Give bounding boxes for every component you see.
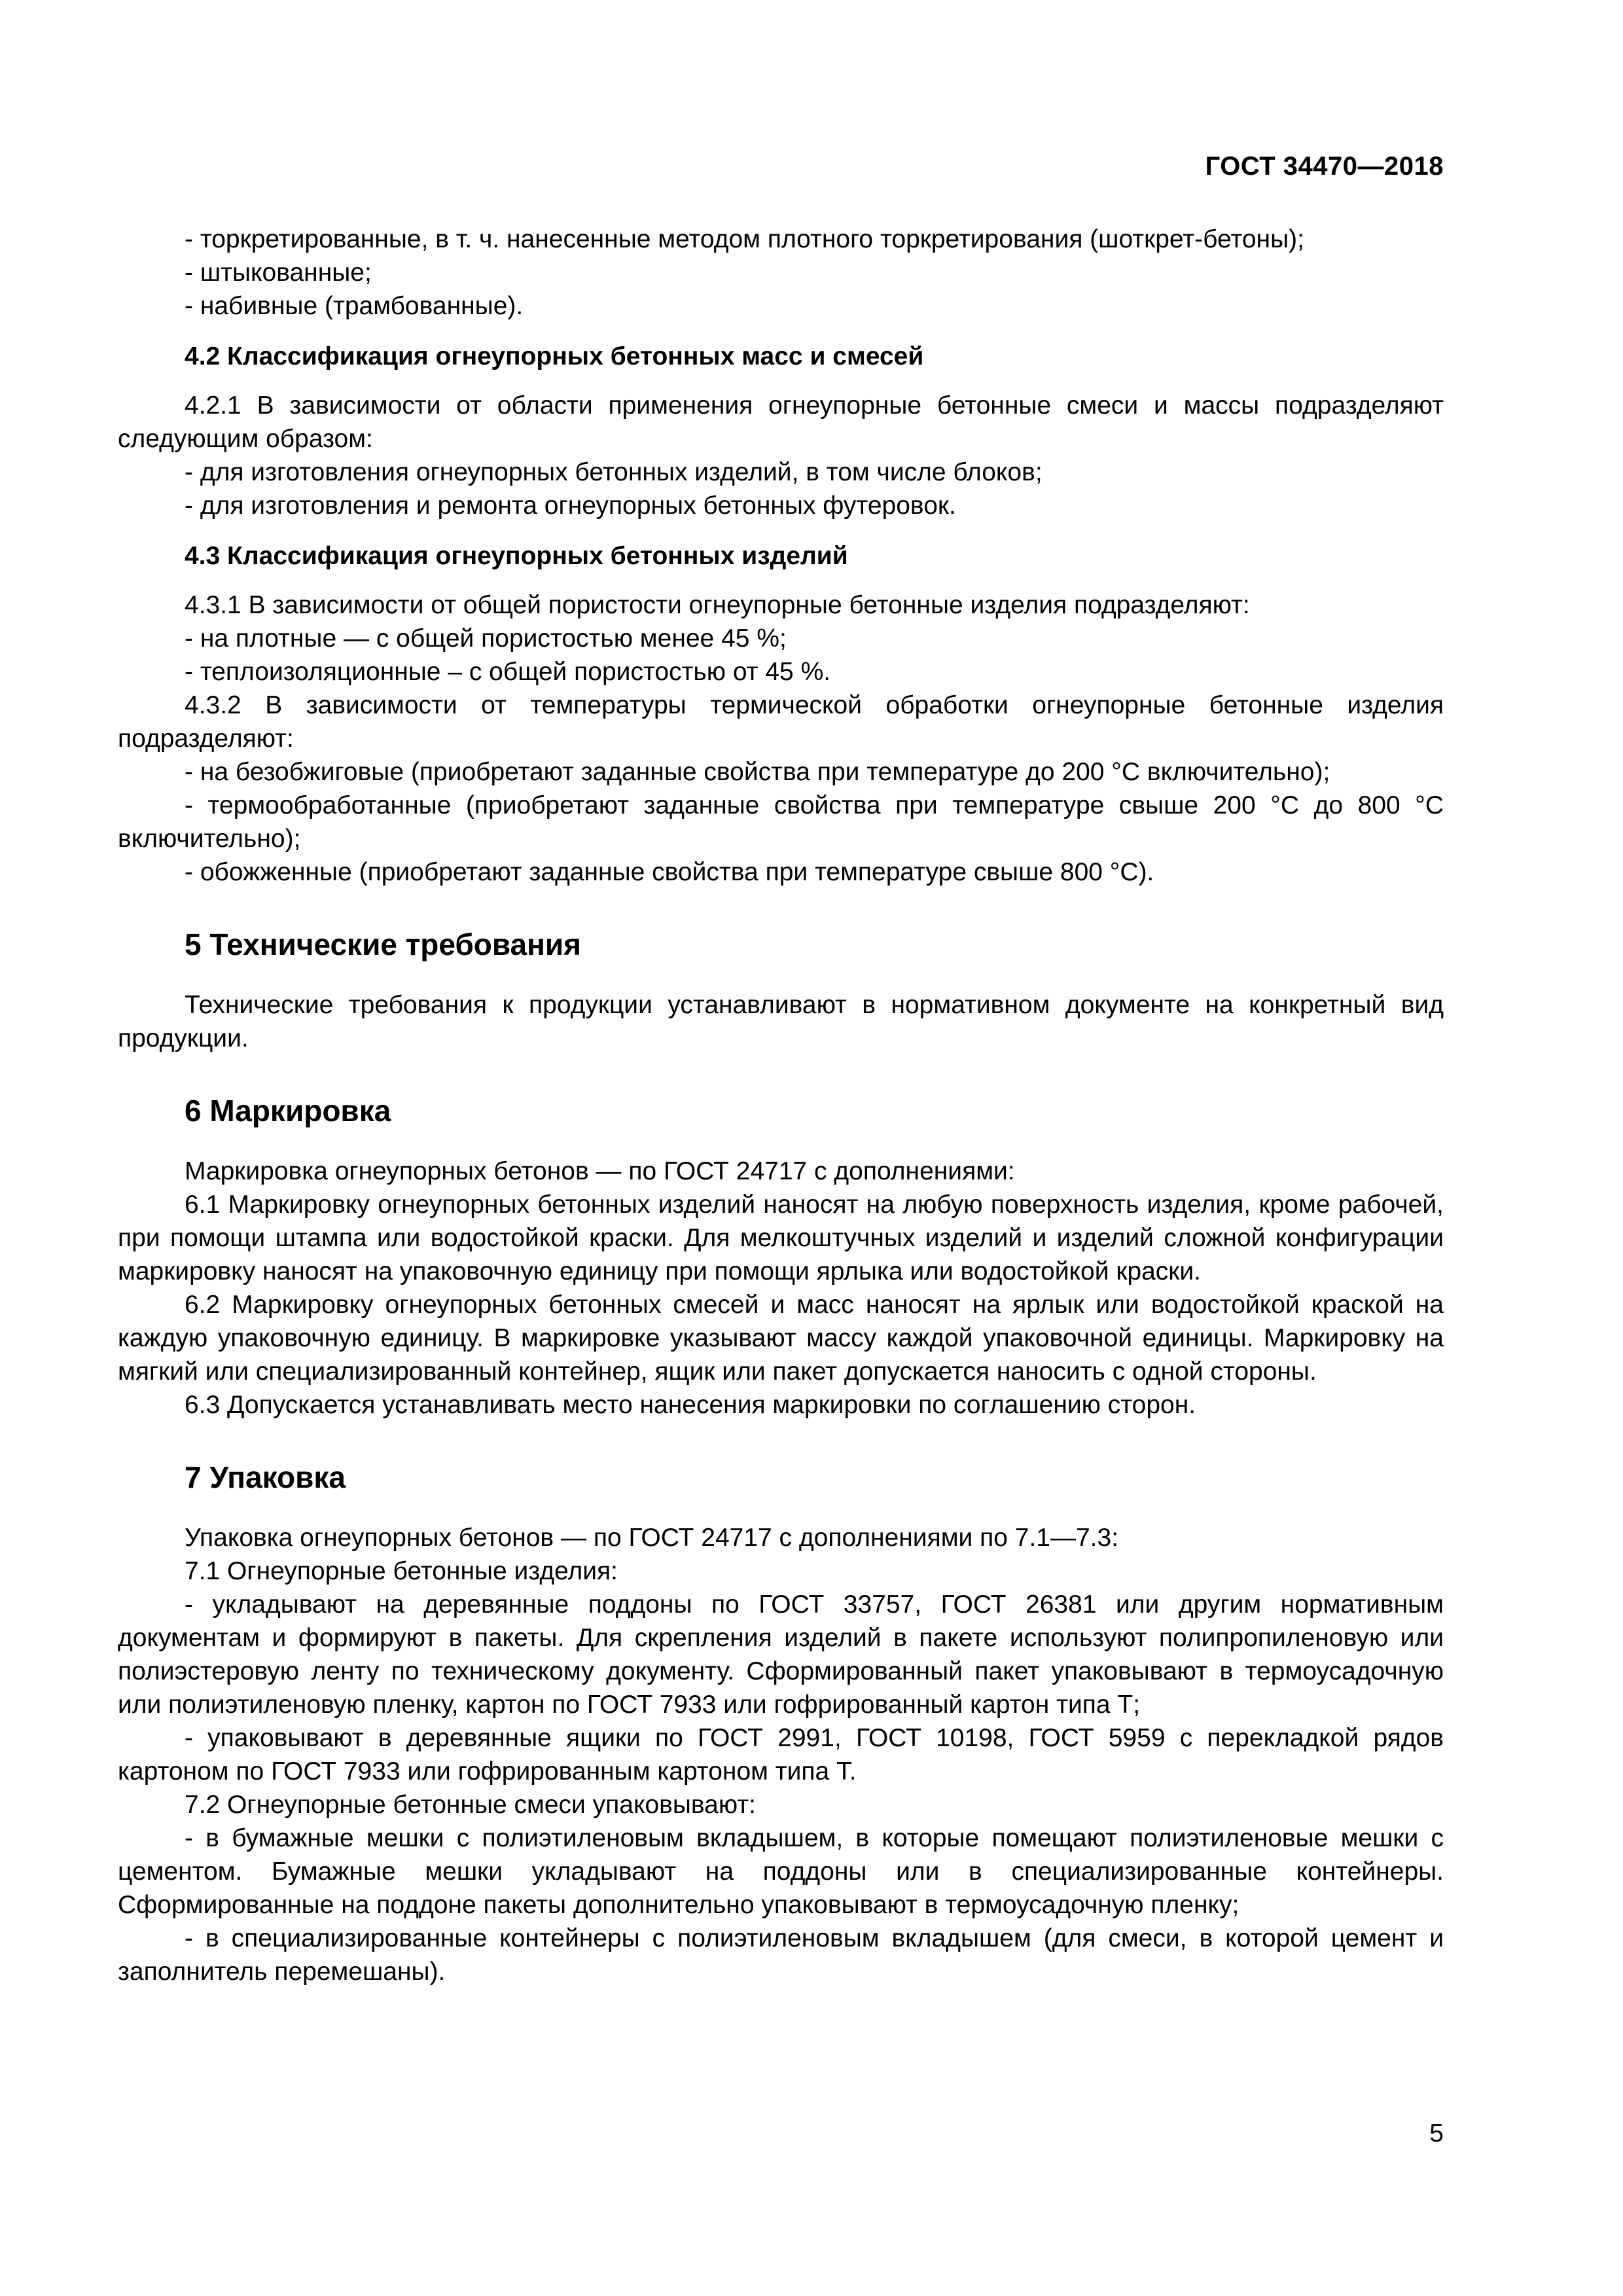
paragraph-7-2: 7.2 Огнеупорные бетонные смеси упаковывают: <box>185 1791 756 1819</box>
paragraph-6-2: 6.2 Маркировку огнеупорных бетонных смесей и масс наносят на ярлык или водостойкой краской на каждую упаковочную единицу. В маркировке указывают массу каждой упаковочной единицы. Маркировку на мягкий или специализированный контейнер, ящик или пакет допускается наносить с одной стороны. <box>118 1291 1444 1386</box>
paragraph-4-2-1: 4.2.1 В зависимости от области применения огнеупорные бетонные смеси и массы подразделяют следующим образом: <box>118 391 1444 453</box>
list-item: - торкретированные, в т. ч. нанесенные методом плотного торкретирования (шоткрет-бетоны); <box>185 225 1304 253</box>
list-item: - теплоизоляционные – с общей пористостью от 45 %. <box>185 658 831 686</box>
document-body <box>118 223 1444 1988</box>
list-item: - набивные (трамбованные). <box>185 292 524 320</box>
list-item: - обожженные (приобретают заданные свойства при температуре свыше 800 °С). <box>185 858 1154 886</box>
paragraph-5: Технические требования к продукции устанавливают в нормативном документе на конкретный вид продукции. <box>118 991 1444 1052</box>
list-item: - на безобжиговые (приобретают заданные свойства при температуре до 200 °С включительно); <box>185 758 1330 786</box>
list-item: - на плотные — с общей пористостью менее 45 %; <box>185 624 787 653</box>
paragraph-7-1: 7.1 Огнеупорные бетонные изделия: <box>185 1557 618 1585</box>
list-item: - для изготовления огнеупорных бетонных изделий, в том числе блоков; <box>185 458 1043 486</box>
paragraph-6: Маркировка огнеупорных бетонов — по ГОСТ 24717 с дополнениями: <box>185 1157 1015 1185</box>
section-heading-5: 5 Технические требования <box>185 927 581 961</box>
list-item: - укладывают на деревянные поддоны по ГОСТ 33757, ГОСТ 26381 или другим нормативным документам и формируют в пакеты. Для скрепления изделий в пакете используют полипропиленовую или полиэстеровую ленту по техническому документу. Сформированный пакет упаковывают в термоусадочную или полиэтиленовую пленку, картон по ГОСТ 7933 или гофрированный картон типа Т; <box>118 1590 1444 1719</box>
section-heading-6: 6 Маркировка <box>185 1094 391 1128</box>
list-item: - упаковывают в деревянные ящики по ГОСТ 2991, ГОСТ 10198, ГОСТ 5959 с перекладкой рядов картоном по ГОСТ 7933 или гофрированным картоном типа Т. <box>118 1724 1444 1785</box>
paragraph-6-3: 6.3 Допускается устанавливать место нанесения маркировки по соглашению сторон. <box>185 1391 1196 1419</box>
section-heading-7: 7 Упаковка <box>185 1460 346 1494</box>
page-number: 5 <box>1429 2119 1444 2147</box>
paragraph-4-3-2: 4.3.2 В зависимости от температуры термической обработки огнеупорные бетонные изделия подразделяют: <box>118 691 1444 753</box>
document-header: ГОСТ 34470—2018 <box>1205 152 1444 181</box>
list-item: - термообработанные (приобретают заданные свойства при температуре свыше 200 °С до 800 °С включительно); <box>118 791 1444 853</box>
list-item: - штыкованные; <box>185 259 372 287</box>
list-item: - для изготовления и ремонта огнеупорных бетонных футеровок. <box>185 492 956 520</box>
paragraph-6-1: 6.1 Маркировку огнеупорных бетонных изделий наносят на любую поверхность изделия, кроме рабочей, при помощи штампа или водостойкой краски. Для мелкоштучных изделий и изделий сложной конфигурации маркировку наносят на упаковочную единицу при помощи ярлыка или водостойкой краски. <box>118 1191 1444 1285</box>
subsection-heading-4-2: 4.2 Классификация огнеупорных бетонных масс и смесей <box>185 342 924 370</box>
list-item: - в специализированные контейнеры с полиэтиленовым вкладышем (для смеси, в которой цемент и заполнитель перемешаны). <box>118 1924 1444 1986</box>
document-page <box>118 0 1444 2296</box>
list-item: - в бумажные мешки с полиэтиленовым вкладышем, в которые помещают полиэтиленовые мешки с цементом. Бумажные мешки укладывают на поддоны или в специализированные контейнеры. Сформированные на поддоне пакеты дополнительно упаковывают в термоусадочную пленку; <box>118 1824 1444 1919</box>
paragraph-4-3-1: 4.3.1 В зависимости от общей пористости огнеупорные бетонные изделия подразделяют: <box>185 591 1250 619</box>
paragraph-7: Упаковка огнеупорных бетонов — по ГОСТ 24717 с дополнениями по 7.1—7.3: <box>185 1524 1119 1552</box>
subsection-heading-4-3: 4.3 Классификация огнеупорных бетонных изделий <box>185 542 848 570</box>
